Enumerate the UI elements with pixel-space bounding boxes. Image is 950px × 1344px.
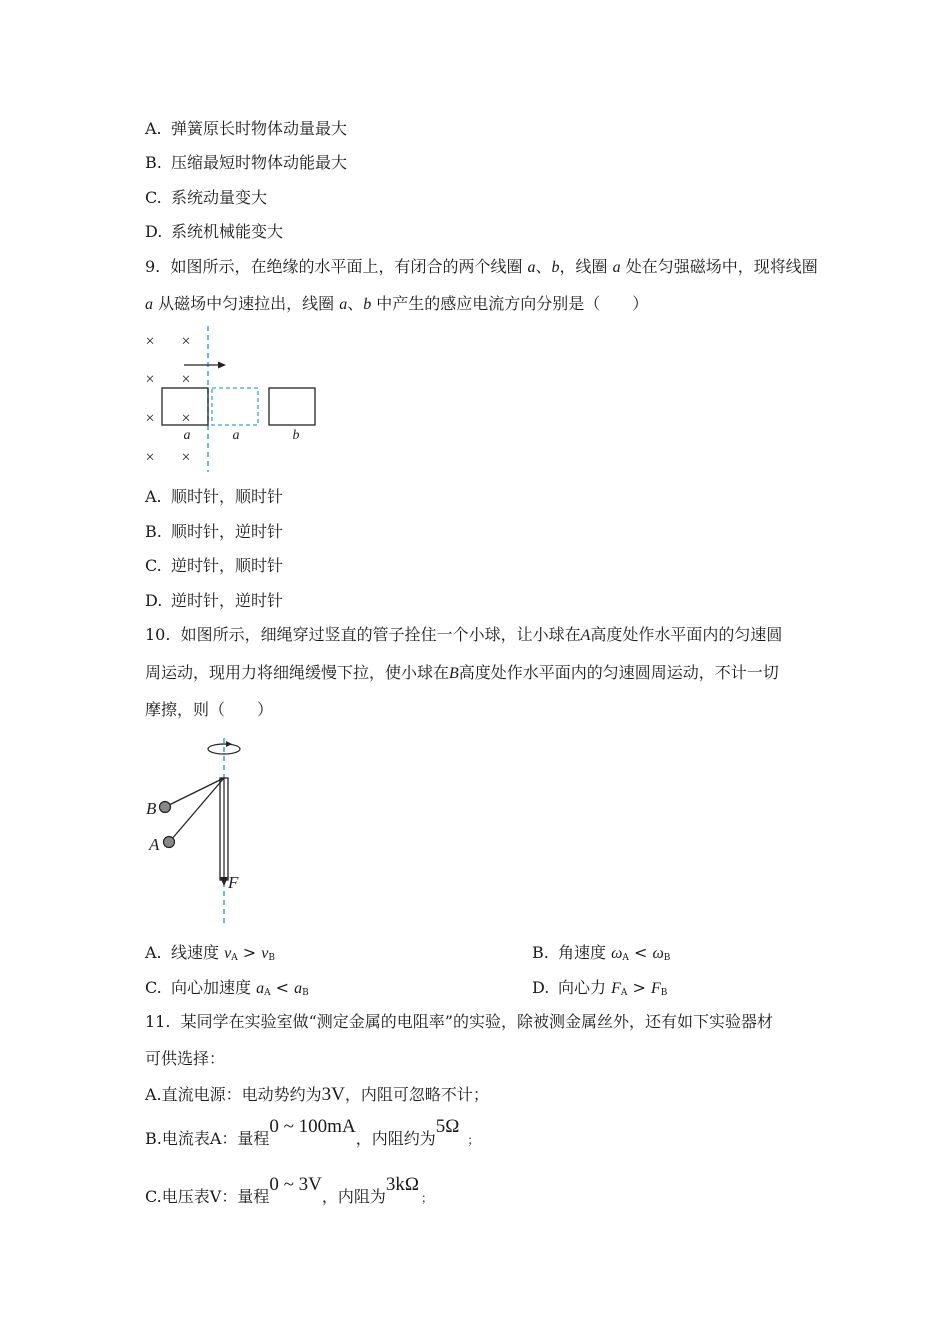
q8-option-d[interactable] [145,221,283,243]
field-mark: × [145,410,155,427]
field-mark: × [181,333,191,350]
item-text: ，内阻约为 [355,1129,436,1148]
label-f: F [228,873,239,892]
q10-stem-line3: 摩擦，则（ ） [145,700,274,719]
item-text: C.电压表V：量程 [145,1187,270,1206]
var: a [294,980,303,997]
var: ω [611,945,623,962]
option-text: 角速度 [558,943,612,962]
option-text: 向心力 [558,978,612,997]
field-mark: × [181,449,191,466]
option-label: C. [145,978,162,997]
label-a: A [149,835,160,854]
stem-text: 周运动，现用力将细绳缓慢下拉，使小球在 [145,663,450,682]
stem-text: 高度处作水平面内的匀速圆周运动，不计一切 [458,663,779,682]
option-label: B. [145,522,162,541]
stem-text: 高度处作水平面内的匀速圆 [590,625,783,644]
option-label: A. [145,487,162,506]
stem-text: 如图所示，在绝缘的水平面上，有闭合的两个线圈 [170,257,528,276]
relation: > [237,943,262,962]
coil-label: a [183,428,191,443]
subscript: B [268,953,276,963]
subscript: B [663,953,671,963]
q9-option-b[interactable] [145,521,283,543]
item-text: ； [420,1191,433,1205]
field-mark: × [145,333,155,350]
item-text: ，内阻为 [321,1187,386,1206]
option-label: C. [145,556,162,575]
relation: < [270,978,295,997]
field-mark: × [181,371,191,388]
option-label: C. [145,188,162,207]
coil-label: a [232,428,240,443]
stem-text: 如图所示，细绳穿过竖直的管子拴住一个小球，让小球在 [180,625,581,644]
option-label: D. [145,591,163,610]
item-text: B.电流表A：量程 [145,1129,270,1148]
stem-text: 、 [535,257,552,276]
coil-b [269,388,315,425]
formula: 0 ~ 3V [269,1174,322,1195]
q8-option-a[interactable] [145,118,347,140]
formula: 3kΩ [385,1174,419,1195]
q11-item-a [145,1084,489,1106]
label-b: B [146,799,157,818]
q8-option-c[interactable] [145,187,267,209]
option-text: 系统动量变大 [171,188,268,207]
q9-option-a[interactable] [145,486,283,508]
force-arrow-icon [220,877,228,886]
relation: > [627,978,651,997]
q11-item-c [145,1174,433,1209]
var-a: a [612,259,621,276]
var: F [650,980,661,997]
option-label: D. [532,978,550,997]
q11-item-b [145,1116,480,1151]
var: ω [652,945,664,962]
q9-option-d[interactable] [145,590,283,612]
coil-label: b [292,428,300,443]
subscript: A [231,953,238,963]
var-A: A [580,627,591,644]
option-text: 顺时针，顺时针 [171,487,284,506]
ball-b [160,802,171,813]
option-label: A. [145,943,162,962]
question-number: 9. [145,257,161,276]
subscript: A [620,988,628,998]
subscript: A [622,953,629,963]
option-label: A. [145,119,162,138]
stem-text: 、 [347,294,364,313]
option-label: D. [145,222,163,241]
q10-figure [140,734,260,926]
formula: 5Ω [435,1116,460,1137]
formula: 3V [321,1084,345,1105]
q10-option-a[interactable] [145,942,275,969]
q11-stem-line2: 可供选择： [145,1049,226,1068]
rope-to-ball-b [167,778,224,806]
q10-option-b[interactable] [532,942,670,969]
rotation-arrow-icon [226,741,232,747]
stem-text: 从磁场中匀速拉出，线圈 [153,294,340,313]
q10-stem-line1 [145,624,782,647]
q11-stem-line1 [145,1011,773,1033]
formula: 0 ~ 100mA [269,1116,356,1137]
q9-stem-line2 [145,293,648,316]
arrow-head-icon [218,362,226,369]
var: F [611,980,621,997]
stem-text: 中产生的感应电流方向分别是（ ） [371,294,649,313]
subscript: B [302,988,309,998]
option-label: B. [532,943,549,962]
option-label: B. [145,153,162,172]
question-number: 11. [145,1012,171,1031]
option-text: 弹簧原长时物体动量最大 [171,119,348,138]
q10-option-d[interactable] [532,977,667,1004]
field-mark: × [181,410,191,427]
item-text: ； [467,1133,480,1147]
rope-to-ball-a [171,778,224,840]
stem-text: 某同学在实验室做“测定金属的电阻率”的实验，除被测金属丝外，还有如下实验器材 [180,1012,773,1031]
subscript: B [660,988,668,998]
item-text: ，内阻可忽略不计； [344,1085,489,1104]
var-a: a [339,296,348,313]
field-mark: × [145,449,155,466]
var-a: a [145,296,153,313]
q8-option-b[interactable] [145,152,347,174]
stem-text: 处在匀强磁场中，现将线圈 [620,257,818,276]
var: v [224,945,232,962]
var-b: b [363,296,372,313]
var-a: a [527,259,536,276]
option-text: 系统机械能变大 [171,222,284,241]
q9-stem-line1 [145,256,818,279]
question-number: 10. [145,625,171,644]
field-mark: × [145,371,155,388]
item-text: A.直流电源：电动势约为 [145,1085,322,1104]
var-b: b [551,259,560,276]
subscript: A [264,988,271,998]
var-B: B [449,665,459,682]
option-text: 线速度 [171,943,225,962]
q10-stem-line2 [145,662,779,685]
coil-a-moved [212,388,258,425]
var: a [256,980,265,997]
var: v [261,945,269,962]
option-text: 压缩最短时物体动能最大 [171,153,348,172]
option-text: 逆时针，逆时针 [171,591,284,610]
stem-text: ，线圈 [559,257,613,276]
ball-a [164,837,175,848]
relation: < [628,943,653,962]
q9-figure [130,322,330,474]
option-text: 向心加速度 [171,978,257,997]
option-text: 顺时针，逆时针 [171,522,284,541]
q10-option-c[interactable] [145,977,309,1004]
q9-option-c[interactable] [145,555,283,577]
option-text: 逆时针，顺时针 [171,556,284,575]
